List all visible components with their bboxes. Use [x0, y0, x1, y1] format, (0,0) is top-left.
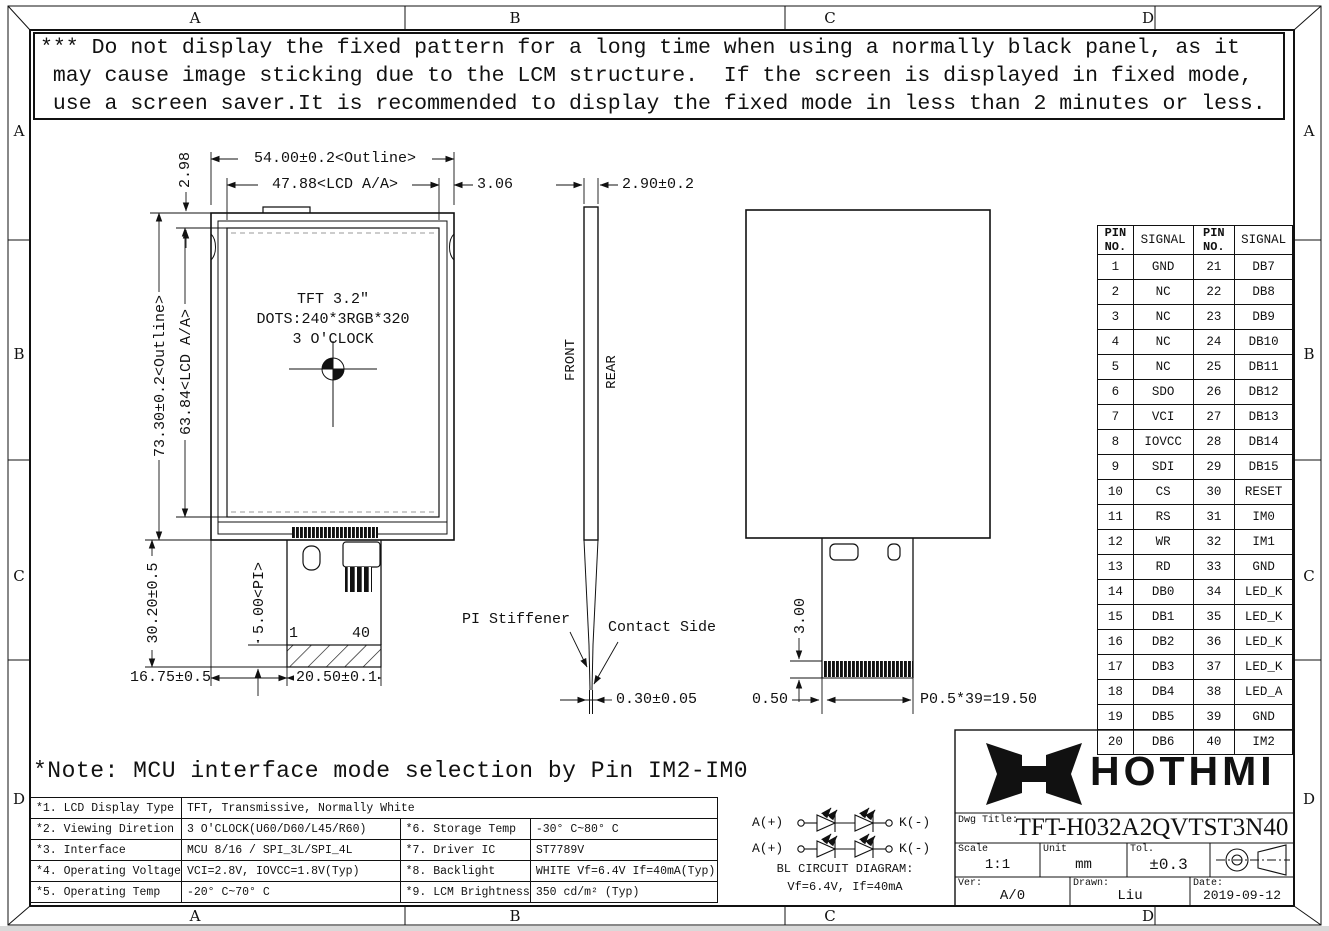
pin-no-cell: 28	[1193, 430, 1235, 455]
pin-signal-cell: NC	[1133, 330, 1193, 355]
scale-label: Scale	[958, 844, 989, 855]
pin-signal-cell: GND	[1235, 705, 1293, 730]
hothmi-logo-icon	[986, 743, 1082, 805]
pin-no-cell: 25	[1193, 355, 1235, 380]
projection-angle-icon	[1216, 845, 1290, 875]
zone-letter-right-c: C	[1303, 567, 1315, 585]
pin-signal-cell: IM0	[1235, 505, 1293, 530]
dim-thickness: 2.90±0.2	[622, 176, 695, 193]
notes-cell: MCU 8/16 / SPI_3L/SPI_4L	[181, 840, 400, 861]
bl-cathode-label-1: K(-)	[899, 815, 931, 830]
led-string-2	[798, 834, 892, 858]
notes-cell: *9. LCM Brightness	[400, 882, 530, 903]
pin-signal-cell: SDO	[1133, 380, 1193, 405]
side-front-label: FRONT	[563, 339, 579, 382]
pin-signal-cell: IM1	[1235, 530, 1293, 555]
pin-table-header-row	[1098, 226, 1293, 255]
notes-cell: *3. Interface	[31, 840, 182, 861]
pin-no-cell: 6	[1098, 380, 1134, 405]
pin-signal-cell: DB3	[1133, 655, 1193, 680]
pin-no-cell: 30	[1193, 480, 1235, 505]
notes-cell: *7. Driver IC	[400, 840, 530, 861]
pin-no-cell: 10	[1098, 480, 1134, 505]
notes-cell: *5. Operating Temp	[31, 882, 182, 903]
dim-active-width: 47.88<LCD A/A>	[258, 177, 412, 193]
drawn-label: Drawn:	[1073, 878, 1110, 889]
bl-anode-label-1: A(+)	[752, 815, 784, 830]
pin-table-row	[1098, 355, 1293, 380]
notes-cell: WHITE Vf=6.4V If=40mA(Typ)	[530, 861, 717, 882]
dim-outline-height: 73.30±0.2<Outline>	[153, 292, 169, 460]
notes-cell: -20° C~70° C	[181, 882, 400, 903]
backlight-circuit-diagram	[798, 808, 892, 858]
zone-letter-top-c: C	[824, 9, 836, 27]
unit-label: Unit	[1043, 844, 1068, 855]
bl-circuit-title: BL CIRCUIT DIAGRAM:	[776, 862, 914, 876]
pin-table-row	[1098, 705, 1293, 730]
pin-table-row	[1098, 605, 1293, 630]
zone-letter-right-b: B	[1303, 345, 1315, 363]
pin-no-cell: 4	[1098, 330, 1134, 355]
pin-signal-cell: DB13	[1235, 405, 1293, 430]
notes-table-body	[31, 798, 718, 903]
pin-table-row	[1098, 405, 1293, 430]
pin-no-cell: 37	[1193, 655, 1235, 680]
scale-cell	[955, 843, 1040, 877]
pin-table-row	[1098, 655, 1293, 680]
pin-table-row	[1098, 530, 1293, 555]
pin-no-cell: 13	[1098, 555, 1134, 580]
pin-no-cell: 7	[1098, 405, 1134, 430]
zone-letter-right-d: D	[1302, 790, 1316, 808]
pin-no-cell: 1	[1098, 255, 1134, 280]
bl-circuit-spec: Vf=6.4V, If=40mA	[787, 880, 903, 894]
pin-no-cell: 16	[1098, 630, 1134, 655]
notes-cell: *1. LCD Display Type	[31, 798, 182, 819]
pin-signal-cell: DB6	[1133, 730, 1193, 755]
dim-pi-height: 5.00<PI>	[252, 556, 268, 640]
pin-signal-cell: DB14	[1235, 430, 1293, 455]
pin-signal-cell: NC	[1133, 280, 1193, 305]
pin-signal-cell: LED_A	[1235, 680, 1293, 705]
tol-value: ±0.3	[1149, 856, 1188, 874]
spec-notes-table	[30, 797, 718, 903]
side-view-drawing	[582, 207, 600, 714]
pin-signal-cell: DB0	[1133, 580, 1193, 605]
notes-table-row	[31, 798, 718, 819]
pin-table-row	[1098, 630, 1293, 655]
pin-table-row	[1098, 580, 1293, 605]
dim-outline-width: 54.00±0.2<Outline>	[238, 151, 432, 167]
drawn-value: Liu	[1117, 888, 1143, 904]
pin-no-cell: 31	[1193, 505, 1235, 530]
pin-no-cell: 34	[1193, 580, 1235, 605]
zone-letter-bottom-d: D	[1141, 907, 1155, 925]
notes-cell: TFT, Transmissive, Normally White	[181, 798, 717, 819]
pin-signal-cell: LED_K	[1235, 580, 1293, 605]
pin-signal-cell: NC	[1133, 355, 1193, 380]
zone-letter-top-d: D	[1141, 9, 1155, 27]
brand-wordmark: HOTHMI	[1090, 748, 1276, 794]
pin-table-row	[1098, 330, 1293, 355]
pin-signal-cell: DB12	[1235, 380, 1293, 405]
bl-anode-label-2: A(+)	[752, 841, 784, 856]
zone-letter-bottom-a: A	[189, 907, 201, 925]
pin-signal-cell: RD	[1133, 555, 1193, 580]
notes-cell: ST7789V	[530, 840, 717, 861]
pin-no-cell: 3	[1098, 305, 1134, 330]
zone-letter-bottom-b: B	[509, 907, 521, 925]
dim-fpc-thickness: 0.30±0.05	[616, 691, 698, 708]
notes-table-row	[31, 840, 718, 861]
date-value: 2019-09-12	[1202, 888, 1281, 903]
ver-cell	[955, 877, 1070, 906]
pin-signal-cell: DB9	[1235, 305, 1293, 330]
dim-edge-margin: 0.50	[751, 691, 788, 708]
notes-cell: -30° C~80° C	[530, 819, 717, 840]
pin-no-cell: 22	[1193, 280, 1235, 305]
zone-letter-top-a: A	[189, 9, 201, 27]
notes-cell: *2. Viewing Diretion	[31, 819, 182, 840]
pin-signal-cell: DB1	[1133, 605, 1193, 630]
notes-cell: 3 O'CLOCK(U60/D60/L45/R60)	[181, 819, 400, 840]
pin-table-row	[1098, 280, 1293, 305]
led-symbol	[855, 841, 873, 857]
notes-table-row	[31, 882, 718, 903]
pin-no-cell: 27	[1193, 405, 1235, 430]
tol-label: Tol.	[1130, 844, 1155, 855]
pin-signal-cell: VCI	[1133, 405, 1193, 430]
unit-value: mm	[1075, 857, 1092, 873]
pin-no-cell: 20	[1098, 730, 1134, 755]
pin-signal-cell: LED_K	[1235, 605, 1293, 630]
zone-letter-top-b: B	[509, 9, 521, 27]
pin-no-cell: 14	[1098, 580, 1134, 605]
pin-signal-cell: WR	[1133, 530, 1193, 555]
notes-cell: VCI=2.8V, IOVCC=1.8V(Typ)	[181, 861, 400, 882]
pin-table-header: PIN NO.	[1098, 226, 1134, 255]
ver-label: Ver:	[958, 878, 983, 889]
pin-table-row	[1098, 480, 1293, 505]
pin-signal-cell: LED_K	[1235, 655, 1293, 680]
pin-signal-cell: CS	[1133, 480, 1193, 505]
dim-contact-height: 3.00	[793, 594, 809, 638]
screen-edge-strip	[0, 926, 1329, 931]
pin-table-header: PIN NO.	[1193, 226, 1235, 255]
pin-no-cell: 15	[1098, 605, 1134, 630]
pin-table-row	[1098, 555, 1293, 580]
zone-letter-left-c: C	[13, 567, 25, 585]
pi-stiffener-label: PI Stiffener	[462, 611, 571, 628]
pin-signal-cell: SDI	[1133, 455, 1193, 480]
pin-no-cell: 39	[1193, 705, 1235, 730]
pin-no-cell: 2	[1098, 280, 1134, 305]
pin-table-row	[1098, 380, 1293, 405]
dim-fpc-length: 30.20±0.5	[146, 556, 162, 650]
pin-table-header: SIGNAL	[1133, 226, 1193, 255]
pin-table-row	[1098, 305, 1293, 330]
pin-table-row	[1098, 430, 1293, 455]
pin-no-cell: 24	[1193, 330, 1235, 355]
pin-no-cell: 33	[1193, 555, 1235, 580]
notes-cell: *4. Operating Voltage	[31, 861, 182, 882]
pin-no-cell: 12	[1098, 530, 1134, 555]
notes-cell: *6. Storage Temp	[400, 819, 530, 840]
pin-signal-cell: DB8	[1235, 280, 1293, 305]
pin-no-cell: 11	[1098, 505, 1134, 530]
bl-cathode-label-2: K(-)	[899, 841, 931, 856]
pin-signal-cell: NC	[1133, 305, 1193, 330]
zone-letter-left-b: B	[13, 345, 25, 363]
pin-signal-cell: DB10	[1235, 330, 1293, 355]
pin-signal-cell: DB7	[1235, 255, 1293, 280]
pin-no-cell: 18	[1098, 680, 1134, 705]
pin-no-cell: 5	[1098, 355, 1134, 380]
datum-symbol	[289, 341, 377, 427]
pin-signal-cell: DB2	[1133, 630, 1193, 655]
date-label: Date:	[1193, 878, 1224, 889]
pin-signal-cell: IOVCC	[1133, 430, 1193, 455]
notes-cell: *8. Backlight	[400, 861, 530, 882]
pin-no-cell: 21	[1193, 255, 1235, 280]
rear-view-drawing	[746, 210, 990, 678]
tol-cell	[1127, 843, 1210, 877]
note-title: *Note: MCU interface mode selection by Pin IM2-IM0	[33, 758, 749, 784]
pin-no-cell: 32	[1193, 530, 1235, 555]
zone-letter-bottom-c: C	[824, 907, 836, 925]
pin-table-row	[1098, 255, 1293, 280]
panel-size-label: TFT 3.2″	[296, 291, 369, 308]
pin-no-cell: 17	[1098, 655, 1134, 680]
zone-letter-left-d: D	[12, 790, 26, 808]
notes-cell: 350 cd/m² (Typ)	[530, 882, 717, 903]
dim-top-margin: 2.98	[177, 152, 194, 189]
pin-signal-cell: GND	[1235, 555, 1293, 580]
led-symbol	[817, 841, 835, 857]
ver-value: A/0	[999, 888, 1026, 904]
pin-table-body	[1098, 255, 1293, 755]
led-symbol	[817, 815, 835, 831]
panel-dots-label: DOTS:240*3RGB*320	[256, 311, 410, 328]
pin-signal-cell: DB15	[1235, 455, 1293, 480]
pin-signal-cell: DB11	[1235, 355, 1293, 380]
pin-no-cell: 26	[1193, 380, 1235, 405]
pin-1-label: 1	[289, 625, 299, 642]
dim-fpc-offset: 16.75±0.5	[130, 669, 212, 686]
pin-no-cell: 29	[1193, 455, 1235, 480]
pin-no-cell: 38	[1193, 680, 1235, 705]
pin-signal-cell: RS	[1133, 505, 1193, 530]
warning-line-1: *** Do not display the fixed pattern for a long time when using a normally black panel, as it	[40, 36, 1240, 60]
front-view-drawing	[211, 207, 454, 667]
panel-clock-label: 3 O'CLOCK	[292, 331, 374, 348]
pin-signal-cell: LED_K	[1235, 630, 1293, 655]
warning-note-box	[33, 32, 1285, 120]
pin-no-cell: 36	[1193, 630, 1235, 655]
pin-40-label: 40	[352, 625, 371, 642]
pin-no-cell: 35	[1193, 605, 1235, 630]
pin-no-cell: 23	[1193, 305, 1235, 330]
pin-assignment-table	[1097, 225, 1293, 755]
notes-table-row	[31, 861, 718, 882]
pin-no-cell: 8	[1098, 430, 1134, 455]
pin-no-cell: 19	[1098, 705, 1134, 730]
warning-line-2: may cause image sticking due to the LCM structure. If the screen is displayed in fixed mode,	[40, 64, 1253, 88]
led-string-1	[798, 808, 892, 832]
pin-table-row	[1098, 455, 1293, 480]
pin-signal-cell: IM2	[1235, 730, 1293, 755]
pin-no-cell: 9	[1098, 455, 1134, 480]
contact-side-label: Contact Side	[608, 619, 717, 636]
dim-active-height: 63.84<LCD A/A>	[179, 304, 195, 440]
pin-table-row	[1098, 505, 1293, 530]
pin-table-header: SIGNAL	[1235, 226, 1293, 255]
dim-right-margin: 3.06	[477, 176, 514, 193]
pin-table-row	[1098, 680, 1293, 705]
led-symbol	[855, 815, 873, 831]
dim-pitch: P0.5*39=19.50	[920, 691, 1038, 708]
zone-letter-left-a: A	[13, 122, 25, 140]
pin-signal-cell: DB5	[1133, 705, 1193, 730]
notes-table-row	[31, 819, 718, 840]
zone-letter-right-a: A	[1303, 122, 1315, 140]
pin-signal-cell: DB4	[1133, 680, 1193, 705]
scale-value: 1:1	[984, 857, 1011, 873]
dim-fpc-width: 20.50±0.1	[296, 669, 378, 686]
date-cell	[1190, 877, 1294, 906]
unit-cell	[1040, 843, 1127, 877]
side-rear-label: REAR	[604, 355, 620, 389]
pin-no-cell: 40	[1193, 730, 1235, 755]
pin-signal-cell: GND	[1133, 255, 1193, 280]
pin-signal-cell: RESET	[1235, 480, 1293, 505]
warning-line-3: use a screen saver.It is recommended to display the fixed mode in less than 2 minutes or less.	[40, 92, 1266, 116]
dwg-title-value: TFT-H032A2QVTST3N40	[1015, 814, 1289, 841]
drawn-cell	[1070, 877, 1190, 906]
dwg-title-label: Dwg Title:	[958, 815, 1019, 826]
